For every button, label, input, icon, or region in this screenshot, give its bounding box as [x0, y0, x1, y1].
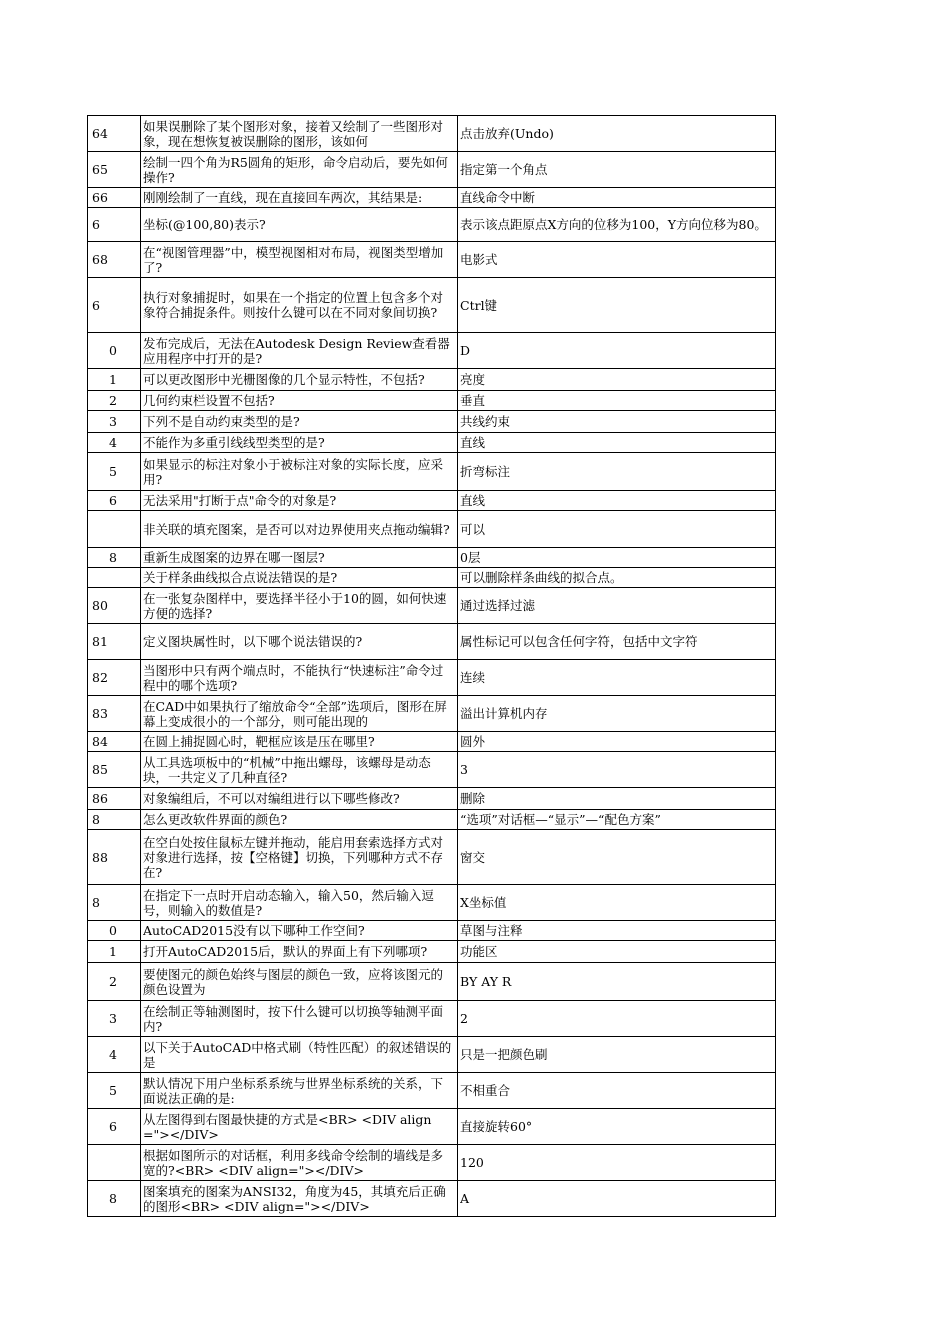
- table-row: [88, 921, 776, 941]
- table-row: [88, 369, 776, 391]
- table-row: [88, 1109, 776, 1145]
- question-number-cell: [88, 369, 141, 391]
- table-row: [88, 491, 776, 511]
- question-number: 5: [109, 1083, 117, 1098]
- question-number-cell: [88, 453, 141, 491]
- table-row: [88, 242, 776, 278]
- answer-text: X坐标值: [460, 895, 507, 910]
- question-number: 0: [109, 343, 117, 358]
- question-text-cell: [141, 116, 458, 152]
- answer-text: D: [460, 343, 471, 358]
- question-table: [87, 115, 776, 1217]
- question-number-cell: [88, 752, 141, 788]
- answer-text-cell: [458, 1073, 776, 1109]
- answer-text-cell: [458, 568, 776, 588]
- table-row: [88, 1001, 776, 1037]
- question-text: 重新生成图案的边界在哪一图层?: [143, 550, 325, 565]
- question-number-cell: [88, 391, 141, 411]
- question-text-cell: [141, 369, 458, 391]
- question-number: 84: [92, 734, 108, 749]
- question-text-cell: [141, 511, 458, 548]
- question-text: 从工具选项板中的“机械”中拖出螺母，该螺母是动态块，一共定义了几种直径?: [143, 754, 431, 785]
- question-number: 83: [92, 706, 108, 721]
- answer-text: 直线命令中断: [460, 190, 536, 205]
- question-text: 坐标(@100,80)表示?: [143, 217, 266, 232]
- question-number: 1: [109, 372, 117, 387]
- question-text: 对象编组后，不可以对编组进行以下哪些修改?: [143, 791, 400, 806]
- table-row: [88, 188, 776, 208]
- question-number: 8: [109, 550, 117, 565]
- question-text: 在指定下一点时开启动态输入，输入50，然后输入逗号，则输入的数值是?: [143, 887, 434, 918]
- answer-text-cell: [458, 116, 776, 152]
- question-number-cell: [88, 1145, 141, 1181]
- question-text: 打开AutoCAD2015后，默认的界面上有下列哪项?: [143, 944, 428, 959]
- answer-text: 直线: [460, 435, 486, 450]
- answer-text-cell: [458, 453, 776, 491]
- answer-text: 亮度: [460, 372, 486, 387]
- question-number-cell: [88, 491, 141, 511]
- question-text-cell: [141, 921, 458, 941]
- answer-text-cell: [458, 1001, 776, 1037]
- answer-text-cell: [458, 788, 776, 810]
- question-number-cell: [88, 810, 141, 830]
- question-text-cell: [141, 188, 458, 208]
- question-number-cell: [88, 1109, 141, 1145]
- table-row: [88, 548, 776, 568]
- answer-text-cell: [458, 411, 776, 433]
- question-text-cell: [141, 568, 458, 588]
- answer-text: 不相重合: [460, 1083, 511, 1098]
- answer-text: 通过选择过滤: [460, 598, 536, 613]
- question-number: 2: [109, 974, 117, 989]
- question-text: 要使图元的颜色始终与图层的颜色一致，应将该图元的颜色设置为: [143, 966, 444, 997]
- question-number: 85: [92, 762, 108, 777]
- answer-text: 功能区: [460, 944, 498, 959]
- question-text-cell: [141, 548, 458, 568]
- table-row: [88, 391, 776, 411]
- question-text-cell: [141, 1073, 458, 1109]
- question-text-cell: [141, 660, 458, 696]
- table-row: [88, 732, 776, 752]
- table-row: [88, 752, 776, 788]
- answer-text: 点击放弃(Undo): [460, 126, 554, 141]
- answer-text: 圆外: [460, 734, 486, 749]
- question-table-body: [88, 116, 776, 1217]
- answer-text: 可以: [460, 521, 486, 537]
- question-number-cell: [88, 333, 141, 369]
- answer-text-cell: [458, 830, 776, 885]
- question-number-cell: [88, 830, 141, 885]
- answer-text: 3: [460, 762, 468, 777]
- table-row: [88, 830, 776, 885]
- question-text-cell: [141, 588, 458, 624]
- answer-text-cell: [458, 1145, 776, 1181]
- answer-text-cell: [458, 624, 776, 660]
- answer-text-cell: [458, 921, 776, 941]
- table-row: [88, 696, 776, 732]
- question-number: 80: [92, 598, 108, 613]
- question-text-cell: [141, 788, 458, 810]
- answer-text-cell: [458, 1037, 776, 1073]
- table-row: [88, 963, 776, 1001]
- question-number: 81: [92, 634, 108, 649]
- question-text-cell: [141, 1109, 458, 1145]
- answer-text: BY AY R: [460, 974, 512, 989]
- answer-text: 直接旋转60°: [460, 1119, 533, 1134]
- table-row: [88, 568, 776, 588]
- answer-text-cell: [458, 548, 776, 568]
- question-text-cell: [141, 453, 458, 491]
- answer-text-cell: [458, 1181, 776, 1217]
- table-row: [88, 660, 776, 696]
- answer-text: 2: [460, 1011, 468, 1026]
- answer-text-cell: [458, 963, 776, 1001]
- question-number: 6: [92, 217, 100, 232]
- question-number-cell: [88, 1037, 141, 1073]
- question-number-cell: [88, 588, 141, 624]
- question-number: 0: [109, 923, 117, 938]
- question-number-cell: [88, 242, 141, 278]
- table-row: [88, 278, 776, 333]
- answer-text-cell: [458, 208, 776, 242]
- table-row: [88, 1145, 776, 1181]
- question-text: 下列不是自动约束类型的是?: [143, 414, 300, 429]
- answer-text: 0层: [460, 550, 481, 565]
- question-text: 在圆上捕捉圆心时，靶框应该是压在哪里?: [143, 734, 375, 749]
- question-number: 4: [109, 435, 117, 450]
- answer-text-cell: [458, 391, 776, 411]
- table-row: [88, 788, 776, 810]
- question-number-cell: [88, 1073, 141, 1109]
- question-text-cell: [141, 242, 458, 278]
- question-text-cell: [141, 830, 458, 885]
- question-number-cell: [88, 1001, 141, 1037]
- question-text: 在“视图管理器”中，模型视图相对布局，视图类型增加了?: [143, 244, 444, 275]
- answer-text: 可以删除样条曲线的拟合点。: [460, 570, 623, 585]
- question-number-cell: [88, 941, 141, 963]
- question-number-cell: [88, 732, 141, 752]
- table-row: [88, 624, 776, 660]
- answer-text: 120: [460, 1155, 484, 1170]
- question-number: 82: [92, 670, 108, 685]
- question-text: 如果误删除了某个图形对象，接着又绘制了一些图形对象，现在想恢复被误删除的图形，该如何: [143, 118, 444, 149]
- answer-text-cell: [458, 511, 776, 548]
- question-number-cell: [88, 885, 141, 921]
- question-text-cell: [141, 391, 458, 411]
- question-number: 66: [92, 190, 108, 205]
- question-text: 关于样条曲线拟合点说法错误的是?: [143, 570, 338, 585]
- question-text: 默认情况下用户坐标系系统与世界坐标系统的关系，下面说法正确的是:: [143, 1075, 444, 1106]
- answer-text: 窗交: [460, 849, 486, 865]
- question-number-cell: [88, 511, 141, 548]
- question-number-cell: [88, 433, 141, 453]
- question-text-cell: [141, 696, 458, 732]
- question-number-cell: [88, 548, 141, 568]
- question-number-cell: [88, 1181, 141, 1217]
- question-text-cell: [141, 624, 458, 660]
- question-text: 刚刚绘制了一直线，现在直接回车两次，其结果是:: [143, 190, 423, 205]
- question-number: 3: [109, 1011, 117, 1026]
- answer-text: 溢出计算机内存: [460, 706, 548, 721]
- table-row: [88, 208, 776, 242]
- answer-text-cell: [458, 810, 776, 830]
- answer-text-cell: [458, 152, 776, 188]
- answer-text: A: [460, 1191, 470, 1206]
- answer-text: Ctrl键: [460, 297, 498, 313]
- table-row: [88, 433, 776, 453]
- question-text-cell: [141, 333, 458, 369]
- question-text-cell: [141, 1181, 458, 1217]
- question-number: 6: [109, 1119, 117, 1134]
- question-text: 图案填充的图案为ANSI32，角度为45，其填充后正确的图形<BR> <DIV align="></DIV>: [143, 1183, 446, 1214]
- question-number: 65: [92, 162, 108, 177]
- question-text: 以下关于AutoCAD中格式刷（特性匹配）的叙述错误的是: [143, 1039, 452, 1070]
- question-text-cell: [141, 411, 458, 433]
- question-text: 执行对象捕捉时，如果在一个指定的位置上包含多个对象符合捕捉条件。则按什么键可以在不同对象间切换?: [143, 290, 444, 320]
- question-text: 如果显示的标注对象小于被标注对象的实际长度，应采用?: [143, 456, 444, 487]
- question-number-cell: [88, 696, 141, 732]
- question-number: 68: [92, 252, 108, 267]
- question-text-cell: [141, 885, 458, 921]
- question-text: 从左图得到右图最快捷的方式是<BR> <DIV align="></DIV>: [143, 1111, 432, 1142]
- question-number: 86: [92, 791, 108, 806]
- question-number-cell: [88, 963, 141, 1001]
- question-number: 8: [109, 1191, 117, 1206]
- question-text-cell: [141, 963, 458, 1001]
- question-text-cell: [141, 941, 458, 963]
- question-text: 可以更改图形中光栅图像的几个显示特性，不包括?: [143, 372, 425, 387]
- question-text: 怎么更改软件界面的颜色?: [143, 812, 288, 827]
- answer-text-cell: [458, 491, 776, 511]
- question-text: AutoCAD2015没有以下哪种工作空间?: [143, 923, 365, 938]
- answer-text-cell: [458, 941, 776, 963]
- question-number-cell: [88, 278, 141, 333]
- question-text: 在绘制正等轴测图时，按下什么键可以切换等轴测平面内?: [143, 1003, 444, 1034]
- question-number: 8: [92, 895, 100, 910]
- table-row: [88, 1181, 776, 1217]
- question-number-cell: [88, 568, 141, 588]
- answer-text-cell: [458, 433, 776, 453]
- question-text: 无法采用"打断于点"命令的对象是?: [143, 493, 337, 508]
- answer-text: 属性标记可以包含任何字符，包括中文字符: [460, 634, 698, 649]
- answer-text-cell: [458, 732, 776, 752]
- question-text-cell: [141, 1145, 458, 1181]
- answer-text: 连续: [460, 670, 486, 685]
- table-row: [88, 453, 776, 491]
- question-text-cell: [141, 732, 458, 752]
- table-row: [88, 511, 776, 548]
- question-text: 在空白处按住鼠标左键并拖动，能启用套索选择方式对对象进行选择，按【空格键】切换，下列哪种方式不存在?: [143, 834, 444, 880]
- answer-text: 表示该点距原点X方向的位移为100，Y方向位移为80。: [460, 217, 767, 232]
- table-row: [88, 411, 776, 433]
- answer-text-cell: [458, 588, 776, 624]
- answer-text: 直线: [460, 493, 486, 508]
- table-row: [88, 116, 776, 152]
- question-text-cell: [141, 810, 458, 830]
- table-row: [88, 1037, 776, 1073]
- question-number: 1: [109, 944, 117, 959]
- question-text-cell: [141, 1037, 458, 1073]
- answer-text: 删除: [460, 791, 486, 806]
- answer-text: 共线约束: [460, 414, 511, 429]
- answer-text-cell: [458, 278, 776, 333]
- question-text-cell: [141, 278, 458, 333]
- question-number: 64: [92, 126, 108, 141]
- question-text: 发布完成后，无法在Autodesk Design Review查看器应用程序中打开的是?: [143, 335, 450, 366]
- table-row: [88, 333, 776, 369]
- question-number-cell: [88, 188, 141, 208]
- question-number: 4: [109, 1047, 117, 1062]
- answer-text-cell: [458, 188, 776, 208]
- question-text-cell: [141, 152, 458, 188]
- question-number-cell: [88, 788, 141, 810]
- answer-text: 电影式: [460, 252, 498, 267]
- question-text: 几何约束栏设置不包括?: [143, 393, 275, 408]
- question-text: 在一张复杂图样中，要选择半径小于10的圆，如何快速方便的选择?: [143, 590, 447, 621]
- answer-text-cell: [458, 696, 776, 732]
- answer-text-cell: [458, 333, 776, 369]
- answer-text-cell: [458, 369, 776, 391]
- question-number-cell: [88, 411, 141, 433]
- question-text: 不能作为多重引线线型类型的是?: [143, 435, 325, 450]
- answer-text-cell: [458, 242, 776, 278]
- question-number-cell: [88, 208, 141, 242]
- answer-text: 指定第一个角点: [460, 162, 548, 177]
- question-text-cell: [141, 752, 458, 788]
- question-number: 6: [92, 297, 100, 313]
- answer-text: 折弯标注: [460, 464, 511, 479]
- question-text-cell: [141, 491, 458, 511]
- question-number-cell: [88, 624, 141, 660]
- question-number-cell: [88, 660, 141, 696]
- answer-text-cell: [458, 752, 776, 788]
- question-text: 非关联的填充图案，是否可以对边界使用夹点拖动编辑?: [143, 521, 450, 537]
- answer-text: “选项”对话框—“显示”—“配色方案”: [460, 812, 661, 827]
- answer-text-cell: [458, 885, 776, 921]
- question-number: 2: [109, 393, 117, 408]
- question-number-cell: [88, 116, 141, 152]
- table-row: [88, 941, 776, 963]
- question-text: 当图形中只有两个端点时，不能执行“快速标注”命令过程中的哪个选项?: [143, 662, 444, 693]
- question-text: 在CAD中如果执行了缩放命令“全部”选项后，图形在屏幕上变成很小的一个部分，则可能出现的: [143, 698, 447, 729]
- question-text: 定义图块属性时，以下哪个说法错误的?: [143, 634, 363, 649]
- answer-text-cell: [458, 1109, 776, 1145]
- answer-text-cell: [458, 660, 776, 696]
- question-number: 6: [109, 493, 117, 508]
- answer-text: 草图与注释: [460, 923, 523, 938]
- table-row: [88, 885, 776, 921]
- question-text: 根据如图所示的对话框，利用多线命令绘制的墙线是多宽的?<BR> <DIV align="></DIV>: [143, 1147, 444, 1178]
- question-text-cell: [141, 433, 458, 453]
- question-number: 5: [109, 464, 117, 479]
- question-number-cell: [88, 152, 141, 188]
- table-row: [88, 152, 776, 188]
- question-number: 88: [92, 849, 108, 865]
- question-number: 8: [92, 812, 100, 827]
- question-text-cell: [141, 208, 458, 242]
- question-number: 3: [109, 414, 117, 429]
- table-row: [88, 588, 776, 624]
- answer-text: 只是一把颜色刷: [460, 1047, 548, 1062]
- question-number-cell: [88, 921, 141, 941]
- table-row: [88, 810, 776, 830]
- question-text: 绘制一四个角为R5圆角的矩形，命令启动后，要先如何操作?: [143, 154, 448, 185]
- question-text-cell: [141, 1001, 458, 1037]
- answer-text: 垂直: [460, 393, 486, 408]
- table-row: [88, 1073, 776, 1109]
